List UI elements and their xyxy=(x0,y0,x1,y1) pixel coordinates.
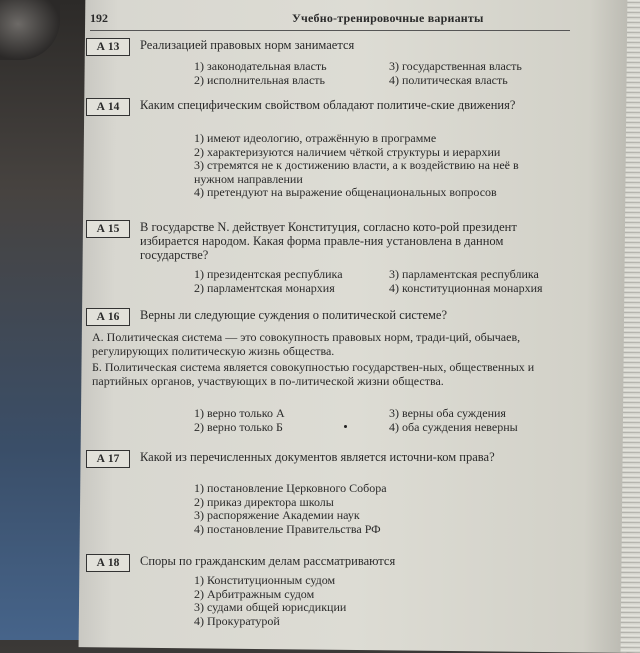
option[interactable]: 3) парламентская республика xyxy=(389,267,539,281)
option[interactable]: 1) верно только А xyxy=(194,406,285,420)
option[interactable]: 3) верны оба суждения xyxy=(389,406,506,420)
question-text: Какой из перечисленных документов является источни-ком права? xyxy=(140,450,495,464)
option[interactable]: 4) постановление Правительства РФ xyxy=(194,521,381,536)
answer-options xyxy=(194,60,599,87)
page-title: Учебно-тренировочные варианты xyxy=(292,11,484,25)
option[interactable]: 2) Арбитражным судом xyxy=(194,586,315,601)
answer-options xyxy=(194,482,387,536)
page-header xyxy=(90,8,570,31)
option[interactable]: 2) исполнительная власть xyxy=(194,72,326,87)
question-text: Споры по гражданским делам рассматриваются xyxy=(140,554,396,568)
option[interactable]: 1) Конституционным судом xyxy=(194,573,336,587)
question-number: А 18 xyxy=(86,554,130,572)
answer-options xyxy=(194,132,564,200)
option[interactable]: 3) государственная власть xyxy=(389,59,522,73)
option[interactable]: 2) приказ директора школы xyxy=(194,494,334,509)
statement-a: А. Политическая система — это совокупность правовых норм, тради-ций, обычаев, регулирующих политическую жизнь общества. xyxy=(92,330,521,358)
option[interactable]: 4) конституционная монархия xyxy=(389,280,543,295)
option[interactable]: 2) характеризуются наличием чёткой структуры и иерархии xyxy=(194,144,501,159)
answer-options xyxy=(194,574,346,628)
question-text: Верны ли следующие суждения о политической системе? xyxy=(140,308,448,322)
question-text: В государстве N. действует Конституция, согласно кото-рой президент избирается народом. Какая форма правле-ния установлена в данном государстве? xyxy=(140,220,517,262)
option[interactable]: 4) Прокуратурой xyxy=(194,613,280,628)
answer-options xyxy=(194,268,599,295)
option[interactable]: 2) верно только Б xyxy=(194,419,283,434)
option[interactable]: 1) законодательная власть xyxy=(194,59,327,73)
option[interactable]: 3) распоряжение Академии наук xyxy=(194,508,360,522)
option[interactable]: 4) политическая власть xyxy=(389,72,508,87)
option[interactable]: 4) претендуют на выражение общенациональных вопросов xyxy=(194,185,497,199)
answer-options xyxy=(194,407,599,434)
question-text: Каким специфическим свойством обладают политиче-ские движения? xyxy=(140,98,516,112)
option[interactable]: 1) президентская республика xyxy=(194,267,343,281)
ink-dot xyxy=(344,425,347,428)
question-number: А 16 xyxy=(86,308,130,326)
page-content xyxy=(86,0,586,640)
option[interactable]: 4) оба суждения неверны xyxy=(389,419,518,434)
option[interactable]: 2) парламентская монархия xyxy=(194,280,335,295)
option[interactable]: 3) стремятся не к достижению власти, а к воздействию на неё в нужном направлении xyxy=(194,158,519,186)
option[interactable]: 1) имеют идеологию, отражённую в программе xyxy=(194,131,437,145)
question-text: Реализацией правовых норм занимается xyxy=(140,38,355,52)
desk-background xyxy=(0,0,90,640)
question-number: А 13 xyxy=(86,38,130,56)
statement-b: Б. Политическая система является совокупностью государствен-ных, общественных и партийных органов, участвующих в по-литической жизни общества. xyxy=(92,360,535,388)
question-number: А 15 xyxy=(86,220,130,238)
option[interactable]: 3) судами общей юрисдикции xyxy=(194,600,347,614)
question-number: А 14 xyxy=(86,98,130,116)
option[interactable]: 1) постановление Церковного Собора xyxy=(194,481,387,495)
question-number: А 17 xyxy=(86,450,130,468)
page-number: 192 xyxy=(90,11,108,25)
